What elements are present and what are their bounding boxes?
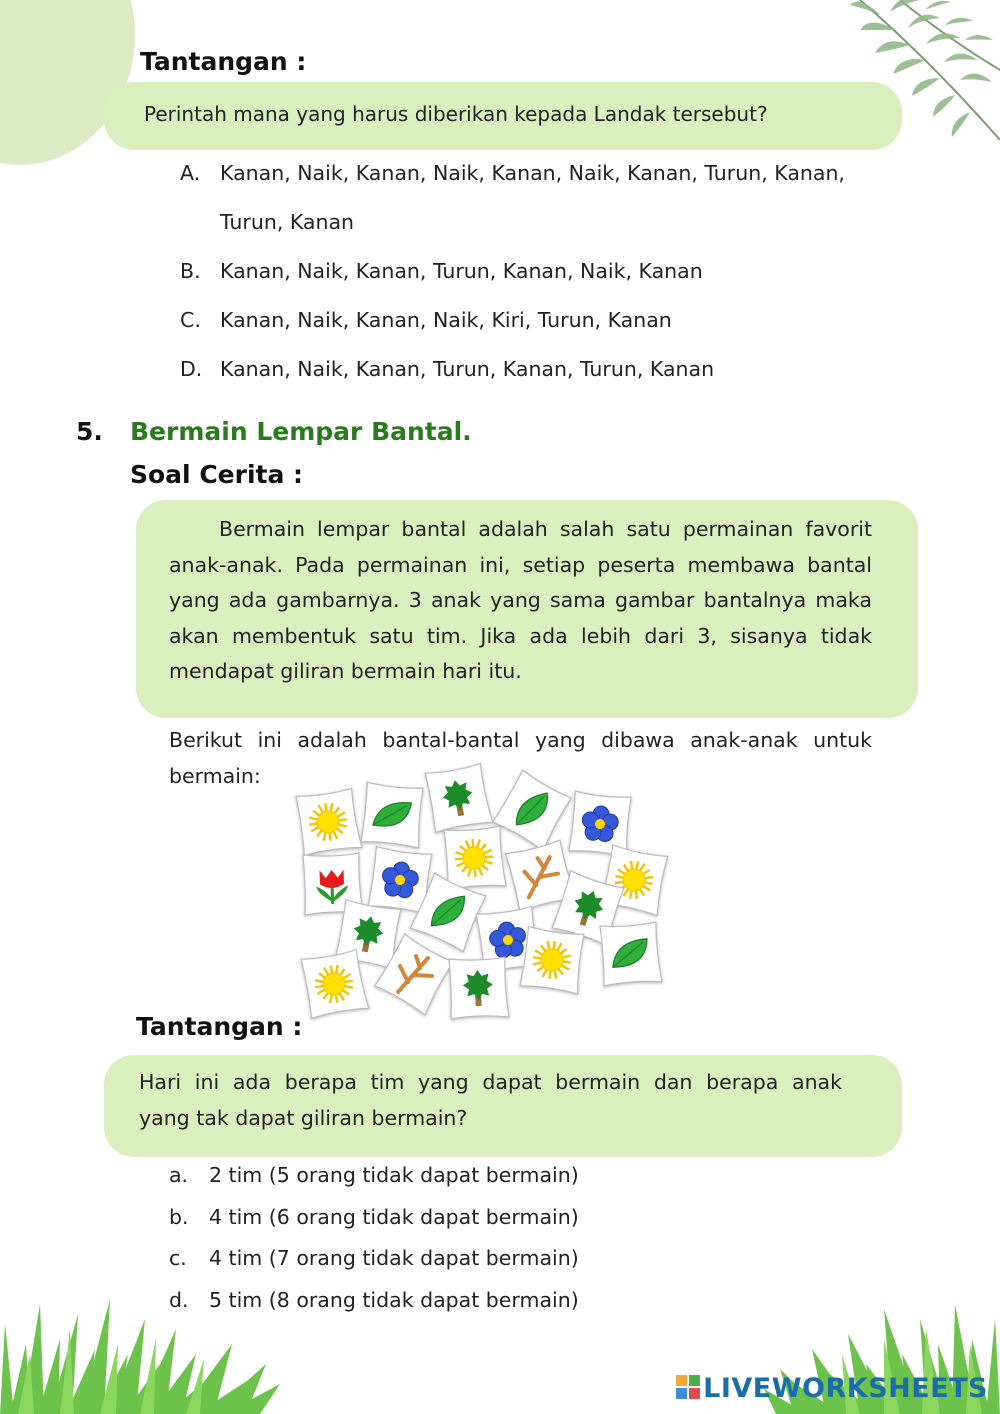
question-box [104, 82, 902, 150]
pillow-sun [296, 788, 362, 855]
option-letter: c. [169, 1246, 187, 1270]
option-c[interactable] [180, 308, 672, 332]
pillow-leaf [493, 770, 573, 851]
option-text: Kanan, Naik, Kanan, Naik, Kanan, Naik, Kanan, Turun, Kanan, [220, 161, 845, 185]
challenge-label: Tantangan : [136, 1012, 303, 1041]
pillow-sun [444, 826, 506, 890]
question-text: Perintah mana yang harus diberikan kepada Landak tersebut? [144, 102, 768, 126]
liveworksheets-logo [675, 1373, 988, 1404]
section-number: 5. [76, 417, 103, 446]
pillow-leaf [361, 782, 425, 848]
option-text: 2 tim (5 orang tidak dapat bermain) [209, 1163, 579, 1187]
pillow-sun [520, 926, 586, 993]
challenge-line: yang tak dapat giliran bermain? [139, 1105, 468, 1130]
intro-line: Berikut ini adalah bantal-bantal yang dibawa anak-anak untuk [169, 728, 872, 752]
story-line: yang ada gambarnya. 3 anak yang sama gambar bantalnya maka [169, 588, 872, 612]
story-line: anak-anak. Pada permainan ini, setiap peserta membawa bantal [169, 552, 872, 577]
story-line: mendapat giliran bermain hari itu. [169, 659, 522, 683]
option-letter: d. [169, 1288, 189, 1312]
pillow-flower [569, 791, 633, 857]
liveworksheets-icon [675, 1374, 701, 1400]
option-letter: b. [169, 1205, 189, 1229]
challenge-question [139, 1065, 842, 1136]
story-box [136, 500, 918, 718]
intro-line: bermain: [169, 763, 261, 788]
option-letter: C. [180, 308, 201, 332]
pillow-tree [449, 957, 509, 1019]
challenge-label: Tantangan : [140, 47, 307, 76]
option-d[interactable] [180, 357, 714, 381]
option-text: Kanan, Naik, Kanan, Turun, Kanan, Turun, Kanan [220, 357, 715, 381]
option-letter: B. [180, 259, 201, 283]
option-text: Kanan, Naik, Kanan, Naik, Kiri, Turun, Kanan [220, 308, 672, 332]
section-title: Bermain Lempar Bantal. [130, 417, 472, 446]
option-text: 5 tim (8 orang tidak dapat bermain) [209, 1288, 579, 1312]
option-text: 4 tim (6 orang tidak dapat bermain) [209, 1205, 579, 1229]
option-b[interactable] [169, 1205, 579, 1229]
story-paragraph [169, 512, 872, 690]
pillow-tree [425, 763, 493, 832]
pillow-leaf [600, 922, 662, 986]
option-text: 4 tim (7 orang tidak dapat bermain) [209, 1246, 579, 1270]
option-a[interactable] [180, 161, 845, 185]
option-a-continued: Turun, Kanan [220, 210, 355, 234]
brand-name: LIVEWORKSHEETS [703, 1373, 988, 1404]
option-b[interactable] [180, 259, 703, 283]
story-line: akan membentuk satu tim. Jika ada lebih dari 3, sisanya tidak [169, 623, 872, 648]
option-text: Kanan, Naik, Kanan, Turun, Kanan, Naik, Kanan [220, 259, 703, 283]
option-c[interactable] [169, 1246, 579, 1270]
option-a[interactable] [169, 1163, 579, 1187]
challenge-box [104, 1055, 902, 1157]
option-letter: D. [180, 357, 203, 381]
challenge-line: Hari ini ada berapa tim yang dapat bermain dan berapa anak [139, 1070, 842, 1094]
option-letter: A. [180, 161, 201, 185]
option-letter: a. [169, 1163, 189, 1187]
pillows-illustration [288, 762, 680, 1022]
story-line: Bermain lempar bantal adalah salah satu permainan favorit [219, 517, 872, 541]
story-label: Soal Cerita : [130, 460, 304, 489]
